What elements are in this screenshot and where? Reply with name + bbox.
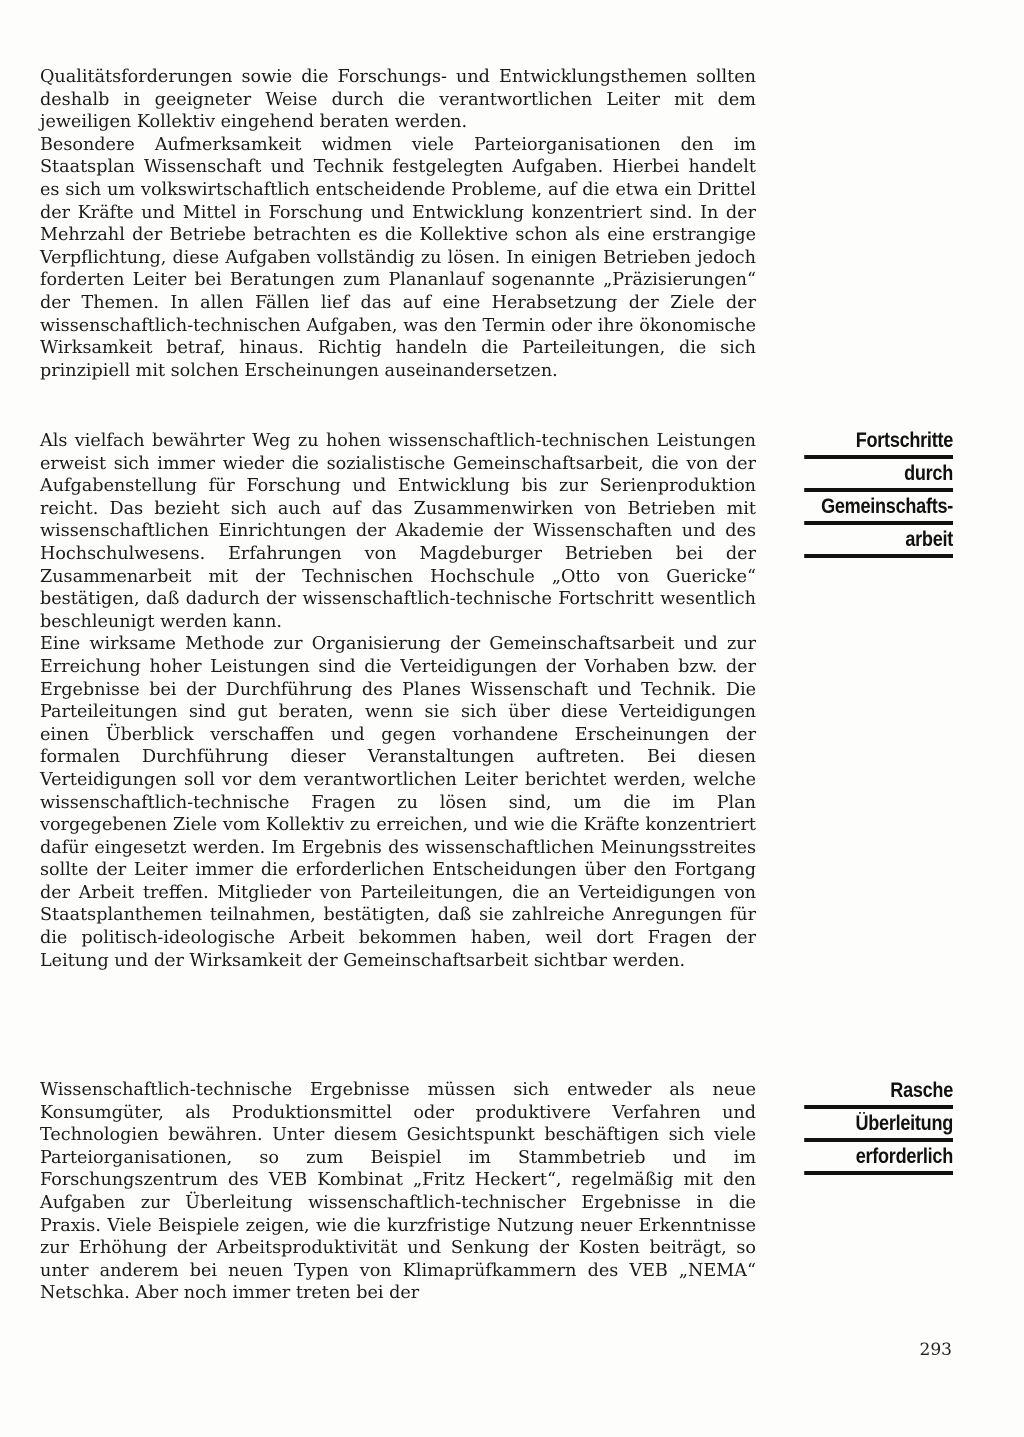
- paragraph-1: Qualitätsforderungen sowie die Forschungs- und Entwicklungsthemen sollten deshalb in geeigneter Weise durch die verantwortlichen Leiter mit dem jeweiligen Kollektiv eingehend beraten werden.: [40, 67, 756, 133]
- paragraph-3: Als vielfach bewährter Weg zu hohen wissenschaftlich-technischen Leistungen erweist sich immer wieder die sozialistische Gemeinschaftsarbeit, die von der Aufgabenstellung für Forschung und Entwicklung bis zur Serienproduktion reicht. Das bezieht sich auch auf das Zusammenwirken von Betrieben mit wissenschaftlichen Einrichtungen der Akademie der Wissenschaften und des Hochschulwesens. Erfahrungen von Magdeburger Betrieben bei der Zusammenarbeit mit der Technischen Hochschule „Otto von Guericke“ bestätigen, daß dadurch der wissenschaftlich-technische Fortschritt wesentlich beschleunigt werden kann.: [40, 431, 756, 632]
- page-number: 293: [919, 1340, 952, 1360]
- margin-heading-line: Fortschritte: [804, 426, 953, 459]
- margin-heading-fortschritte: [780, 426, 953, 558]
- margin-heading-line: Überleitung: [804, 1109, 953, 1142]
- paragraph-5: Wissenschaftlich-technische Ergebnisse müssen sich entweder als neue Konsumgüter, als Produktionsmittel oder produktivere Verfahren und Technologien bewähren. Unter diesem Gesichtspunkt beschäftigen sich viele Parteiorganisationen, so zum Beispiel im Stammbetrieb und im Forschungszentrum des VEB Kombinat „Fritz Heckert“, regelmäßig mit den Aufgaben zur Überleitung wissenschaftlich-technischer Ergebnisse in die Praxis. Viele Beispiele zeigen, wie die kurzfristige Nutzung neuer Erkenntnisse zur Erhöhung der Arbeitsproduktivität und Senkung der Kosten beiträgt, so unter anderem bei neuen Typen von Klimaprüfkammern des VEB „NEMA“ Netschka. Aber noch immer treten bei der: [40, 1080, 756, 1304]
- margin-heading-line: erforderlich: [804, 1142, 953, 1175]
- text-column-upper: [40, 66, 756, 382]
- margin-heading-ueberleitung: [780, 1076, 953, 1175]
- margin-heading-line: Gemeinschafts-: [804, 492, 953, 525]
- text-column-middle: [40, 430, 756, 972]
- margin-heading-line: Rasche: [804, 1076, 953, 1109]
- text-column-lower: [40, 1079, 756, 1305]
- margin-heading-line: durch: [804, 459, 953, 492]
- paragraph-2: Besondere Aufmerksamkeit widmen viele Parteiorganisationen den im Staatsplan Wissenschaft und Technik festgelegten Aufgaben. Hierbei handelt es sich um volkswirtschaftlich entscheidende Probleme, auf die etwa ein Drittel der Kräfte und Mittel in Forschung und Entwicklung konzentriert sind. In der Mehrzahl der Betriebe betrachten es die Kollektive schon als eine erstrangige Verpflichtung, diese Aufgaben vollständig zu lösen. In einigen Betrieben jedoch forderten Leiter bei Beratungen zum Plananlauf sogenannte „Präzisierungen“ der Themen. In allen Fällen lief das auf eine Herabsetzung der Ziele der wissenschaftlich-technischen Aufgaben, was den Termin oder ihre ökonomische Wirksamkeit betraf, hinaus. Richtig handeln die Parteileitungen, die sich prinzipiell mit solchen Erscheinungen auseinandersetzen.: [40, 134, 756, 381]
- paragraph-4: Eine wirksame Methode zur Organisierung der Gemeinschaftsarbeit und zur Erreichung hoher Leistungen sind die Verteidigungen der Vorhaben bzw. der Ergebnisse bei der Durchführung des Planes Wissenschaft und Technik. Die Parteileitungen sind gut beraten, wenn sie sich über diese Verteidigungen einen Überblick verschaffen und gegen vorhandene Erscheinungen der formalen Durchführung dieser Veranstaltungen auftreten. Bei diesen Verteidigungen soll vor dem verantwortlichen Leiter berichtet werden, welche wissenschaftlich-technische Fragen zu lösen sind, um die im Plan vorgegebenen Ziele vom Kollektiv zu erreichen, und wie die Kräfte konzentriert dafür eingesetzt werden. Im Ergebnis des wissenschaftlichen Meinungsstreites sollte der Leiter immer die erforderlichen Entscheidungen über den Fortgang der Arbeit treffen. Mitglieder von Parteileitungen, die an Verteidigungen von Staatsplanthemen teilnahmen, bestätigten, daß sie zahlreiche Anregungen für die politisch-ideologische Arbeit bekommen haben, weil dort Fragen der Leitung und der Wirksamkeit der Gemeinschaftsarbeit sichtbar werden.: [40, 634, 756, 971]
- margin-heading-line: arbeit: [804, 525, 953, 558]
